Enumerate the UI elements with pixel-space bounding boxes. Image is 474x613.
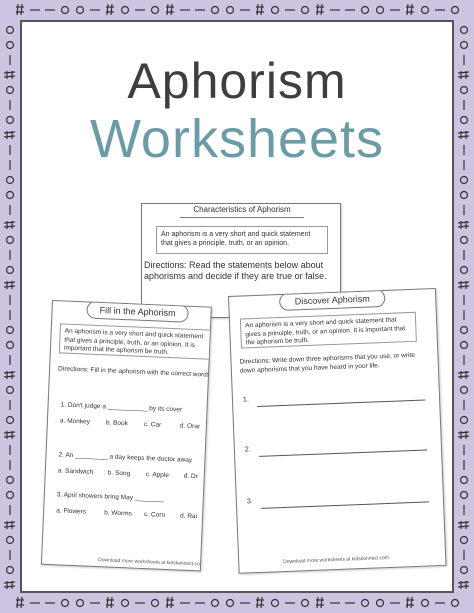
option: b. Book (105, 419, 129, 428)
option: a. Sandwich (57, 467, 94, 476)
page-subtitle: Worksheets (89, 109, 385, 169)
definition-box: An aphorism is a very short and quick statement that gives a principle, truth, or an opinion. (156, 226, 328, 254)
answer-number: 1. (242, 396, 249, 404)
answer-line (257, 400, 425, 407)
directions-text: Directions: Write down three aphorisms that you use, or write down aphorisms that you have heard in your life. (239, 351, 416, 375)
option: c. Corn (143, 511, 166, 519)
worksheet-discover (228, 288, 447, 574)
directions-text: Directions: Fill in the aphorism with the correct words (57, 365, 211, 379)
definition-box: An aphorism is a very short and quick statement that gives a principle, truth, or an opinion. It is important that the aphorism be truth. (240, 312, 417, 349)
page-title: Aphorism (127, 53, 347, 109)
worksheet-heading: Characteristics of Aphorism (180, 203, 304, 218)
option: a. Flowers (56, 507, 87, 516)
option: d. Dr (183, 472, 198, 481)
question-2: 2. An _________ a day keeps the doctor away (58, 451, 193, 465)
question-3: 3. April showers bring May ________ (56, 491, 164, 503)
option: c. Car (143, 420, 162, 429)
directions-text: Directions: Read the statements below about aphorisms and decide if they are true or false. (144, 260, 327, 281)
answer-number: 3. (246, 498, 253, 506)
question-1: 1. Don't judge a ___________ by its cover (60, 401, 183, 414)
option: b. Song (107, 469, 131, 478)
option: d. Orar (179, 422, 201, 431)
worksheet-footer: Download more worksheets at kidskonnect.com (98, 557, 205, 568)
option: a. Monkey (59, 417, 91, 426)
definition-box: An aphorism is a very short and quick statement that gives a principle, truth, or an opinion. It is important that the aphorism be truth. (59, 323, 212, 360)
answer-line (259, 449, 427, 456)
option: b. Worms (103, 509, 132, 518)
worksheet-footer: Download more worksheets at kidskonnect.com (283, 555, 390, 566)
worksheet-heading: Fill in the Aphorism (86, 300, 189, 322)
answer-number: 2. (244, 446, 251, 454)
option: c. Apple (145, 471, 170, 480)
worksheet-heading: Discover Aphorism (279, 289, 386, 311)
worksheet-fill-in (41, 300, 212, 571)
option: d. Rai (179, 512, 198, 521)
answer-line (261, 501, 429, 508)
